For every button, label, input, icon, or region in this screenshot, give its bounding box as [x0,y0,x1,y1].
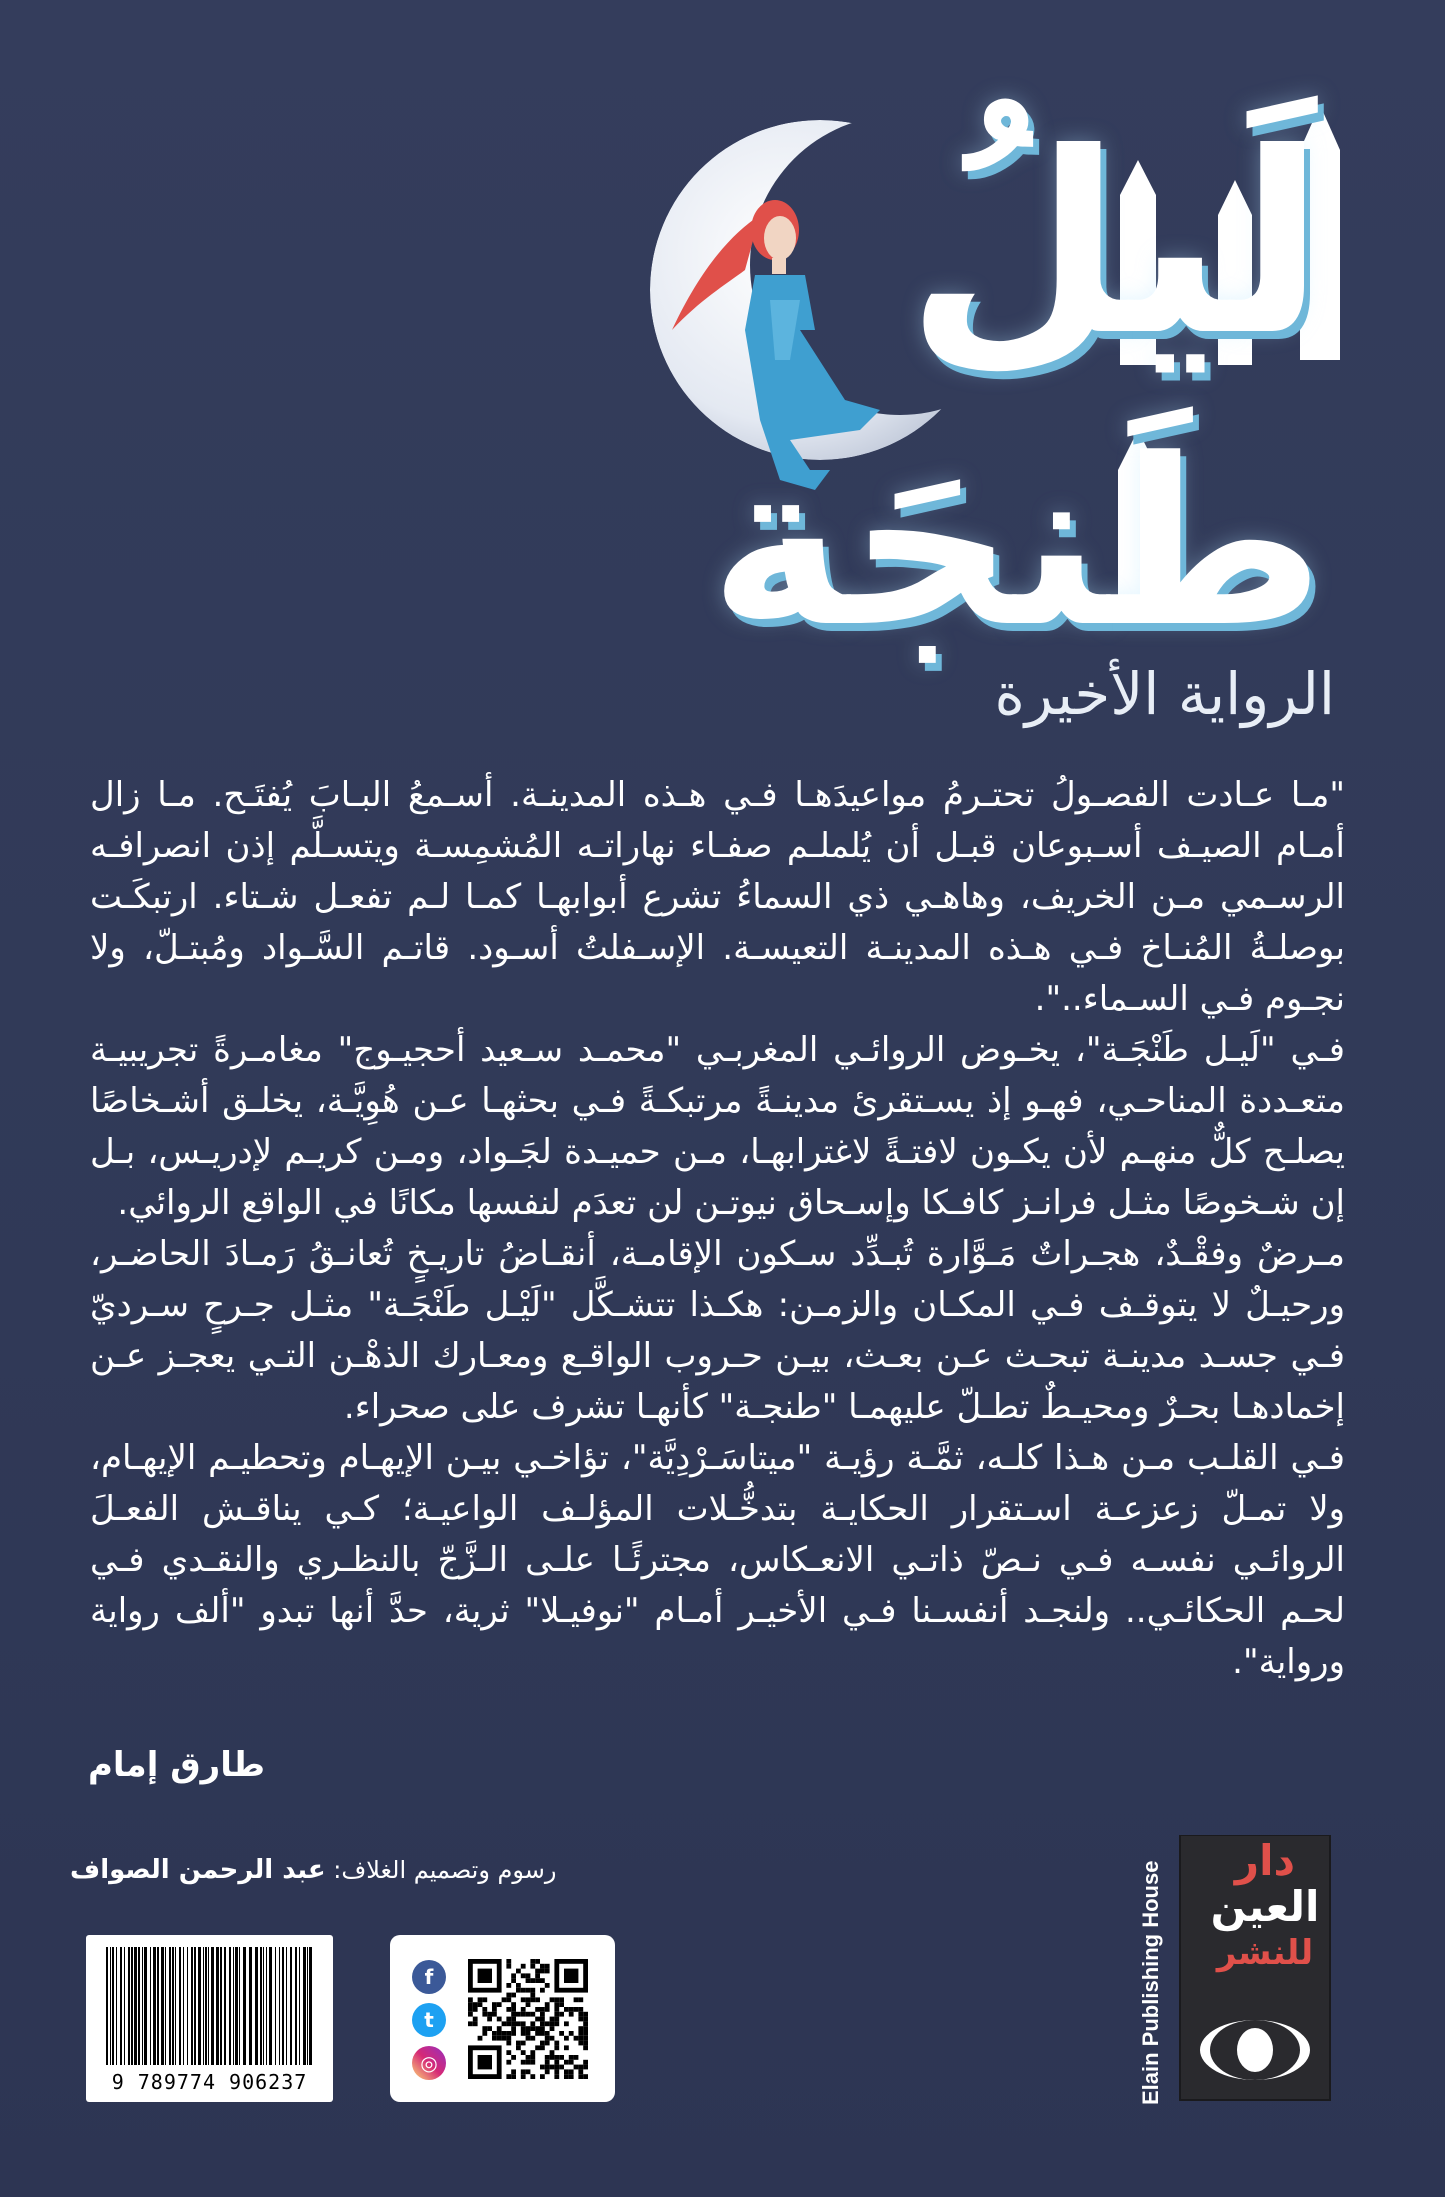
qr-module [530,2055,535,2060]
qr-module [487,2017,492,2022]
qr-module [482,2026,487,2031]
qr-module [511,2074,516,2079]
qr-module [526,2069,531,2074]
qr-module [540,2026,545,2031]
barcode-bar [194,1947,196,2065]
qr-module [583,2021,588,2026]
qr-module [578,2069,583,2074]
qr-module [521,2012,526,2017]
qr-module [574,2055,579,2060]
qr-module [578,2007,583,2012]
qr-module [583,2026,588,2031]
qr-module [530,2026,535,2031]
qr-module [569,2074,574,2079]
qr-module [564,2074,569,2079]
qr-module [521,1997,526,2002]
qr-module [511,2026,516,2031]
qr-module [502,1997,507,2002]
qr-module [535,2007,540,2012]
qr-social-box [390,1935,615,2102]
qr-module [497,2017,502,2022]
qr-module [540,2074,545,2079]
qr-module [521,1964,526,1969]
barcode-bar [106,1947,108,2065]
qr-module [521,2069,526,2074]
qr-module [511,2055,516,2060]
qr-module [521,2007,526,2012]
barcode-bar [275,1947,276,2065]
barcode-bar [309,1947,312,2065]
barcode-bar [110,1947,111,2065]
qr-module [468,2012,473,2017]
qr-module [545,1983,550,1988]
publisher-ar-line-2: العين [1210,1882,1320,1931]
qr-module [540,2007,545,2012]
qr-module [478,1997,483,2002]
qr-module [482,2007,487,2012]
twitter-icon[interactable]: t [412,2003,446,2037]
cover-design-credit [70,1855,630,1885]
qr-module [574,2036,579,2041]
qr-module [521,2050,526,2055]
qr-module [526,2031,531,2036]
barcode-bar [116,1947,117,2065]
barcode-bar [157,1947,159,2065]
barcode-bar [263,1947,264,2065]
qr-module [506,2041,511,2046]
qr-module [506,1964,511,1969]
qr-module [569,2007,574,2012]
qr-module [511,2021,516,2026]
qr-module [540,1969,545,1974]
qr-module [569,2055,574,2060]
qr-module [578,1997,583,2002]
qr-module [554,2069,559,2074]
qr-module [578,2041,583,2046]
qr-module [521,2026,526,2031]
qr-module [578,2026,583,2031]
qr-module [583,2045,588,2050]
qr-module [550,2065,555,2070]
qr-module [540,2031,545,2036]
qr-module [511,2069,516,2074]
barcode-bar [198,1947,201,2065]
qr-module [506,2036,511,2041]
qr-module [497,2026,502,2031]
qr-module [492,2031,497,2036]
qr-module [559,2031,564,2036]
qr-module [506,1993,511,1998]
qr-module [554,2045,559,2050]
qr-module [583,2060,588,2065]
qr-module [530,1978,535,1983]
barcode-bar [165,1947,166,2065]
qr-module [540,2065,545,2070]
qr-module [521,2021,526,2026]
qr-module [521,1973,526,1978]
qr-module [526,2012,531,2017]
qr-module [497,2031,502,2036]
qr-module [554,2002,559,2007]
qr-module [554,2041,559,2046]
qr-module [521,2041,526,2046]
barcode-bar [175,1947,176,2065]
barcode-bar [138,1947,140,2065]
qr-module [506,2031,511,2036]
barcode-bar [208,1947,209,2065]
qr-module [545,1969,550,1974]
barcode-bar [112,1947,114,2065]
qr-module [530,2021,535,2026]
qr-module [550,2026,555,2031]
qr-module [535,1959,540,1964]
barcode-bar [235,1947,238,2065]
publisher-ar-line-1: دار [1234,1836,1296,1885]
barcode-bar [286,1947,287,2065]
qr-module [516,2021,521,2026]
qr-module [516,2045,521,2050]
qr-module [526,2055,531,2060]
title-line-2: طَنجَة [709,411,1325,678]
qr-module [535,2017,540,2022]
barcode [86,1935,333,2102]
qr-module [583,2031,588,2036]
barcode-bar [179,1947,181,2065]
barcode-bar [233,1947,234,2065]
qr-module [492,2036,497,2041]
qr-module [550,2017,555,2022]
facebook-icon[interactable]: f [412,1960,446,1994]
qr-module [526,2026,531,2031]
qr-module [535,2045,540,2050]
qr-module [545,2021,550,2026]
qr-finder [564,1969,578,1983]
qr-module [506,1997,511,2002]
qr-module [583,2012,588,2017]
qr-module [530,2012,535,2017]
barcode-bar [150,1947,151,2065]
qr-module [578,2036,583,2041]
qr-module [535,2031,540,2036]
qr-module [530,1988,535,1993]
barcode-bar [203,1947,204,2065]
qr-module [473,2002,478,2007]
qr-module [526,1997,531,2002]
qr-module [574,2065,579,2070]
qr-module [578,2031,583,2036]
barcode-bar [211,1947,214,2065]
blurb-paragraph-1: "مـا عـادت الفصـولُ تحتـرمُ مواعيدَهـا فـي هـذه المدينـة. أسـمعُ البـابَ يُفتَـح. مـا زال أمـام الصيـف أسـبوعان قبـل أن يُلملـم صفـاء نهاراتـه المُشمِسـة ويتسـلَّم إذن انصرافـه الرسـمي مـن الخريف، وهاهـي ذي السماءُ تشرع أبوابهـا كمـا لـم تفعـل شـتاء. ارتبكَـت بوصلـةُ المُنـاخ فـي هـذه المدينـة التعيسـة. الإسـفلتُ أسـود. قاتـم السَّـواد ومُبتـلّ، ولا نجـوم فـي السـماء..". [90,775,1345,1019]
blurb-paragraph-2: فـي "لَيـل طَنْجَـة"، يخـوض الروائـي المغربـي "محمـد سـعيد أحجيـوج" مغامـرةً تجريبيـة متعـددة المناحـي، فهـو إذ يسـتقرئ مدينـةً مرتبكـةً فـي بحثهـا عـن هُوِيَّـة، يخلـق أشـخاصًا يصلـح كلٌّ منهـم لأن يكـون لافتـةً لاغترابهـا، مـن حميـدة لجَـواد، ومـن كريـم لإدريـس، بـل إن شـخوصًا مثـل فرانـز كافـكا وإسـحاق نيوتـن لن تعدَم لنفسها مكانًا في الواقع الروائي. [90,1030,1345,1223]
qr-module [511,1993,516,1998]
qr-module [554,2065,559,2070]
qr-module [569,2060,574,2065]
barcode-bar [269,1947,272,2065]
barcode-bar [169,1947,171,2065]
qr-module [526,1973,531,1978]
qr-module [478,2002,483,2007]
qr-module [545,2041,550,2046]
qr-module [578,2017,583,2022]
qr-module [540,2012,545,2017]
publisher-ar-line-3: للنشر [1216,1933,1314,1973]
qr-module [540,2017,545,2022]
qr-module [545,2031,550,2036]
qr-module [516,1969,521,1974]
qr-module [545,2036,550,2041]
barcode-bar [266,1947,267,2065]
qr-module [482,2031,487,2036]
qr-module [511,2031,516,2036]
qr-module [482,2012,487,2017]
qr-module [550,1997,555,2002]
qr-module [526,1978,531,1983]
qr-module [578,2074,583,2079]
qr-module [545,2069,550,2074]
qr-module [511,2017,516,2022]
barcode-bar [161,1947,164,2065]
qr-module [468,1997,473,2002]
qr-module [473,2021,478,2026]
qr-module [559,1997,564,2002]
barcode-bar [153,1947,156,2065]
credit-label: رسوم وتصميم الغلاف: [333,1856,557,1884]
qr-module [559,2055,564,2060]
qr-module [574,2007,579,2012]
qr-module [550,2050,555,2055]
qr-module [583,2017,588,2022]
qr-module [540,1988,545,1993]
barcode-bar [220,1947,222,2065]
barcode-bar [183,1947,184,2065]
barcode-bar [172,1947,174,2065]
qr-module [497,2036,502,2041]
qr-module [511,2007,516,2012]
barcode-bar [282,1947,284,2065]
qr-module [502,2036,507,2041]
qr-module [526,2002,531,2007]
qr-module [526,2060,531,2065]
qr-module [545,1964,550,1969]
qr-module [506,1983,511,1988]
qr-module [540,1964,545,1969]
qr-module [554,2007,559,2012]
barcode-bar [187,1947,188,2065]
publisher-name-ar [1190,1838,1340,1976]
qr-module [530,1959,535,1964]
qr-finder [478,2055,492,2069]
barcode-bar [260,1947,262,2065]
qr-module [535,1978,540,1983]
qr-module [506,2017,511,2022]
qr-module [530,2060,535,2065]
barcode-bar [205,1947,207,2065]
barcode-bar [255,1947,258,2065]
qr-module [511,1973,516,1978]
qr-module [473,2017,478,2022]
barcode-bar [243,1947,246,2065]
barcode-bar [295,1947,297,2065]
qr-module [535,2026,540,2031]
qr-module [511,2012,516,2017]
title-line-1: لَيلُ [905,99,1325,390]
barcode-bar [128,1947,130,2065]
publisher-name-en: Elain Publishing House [1138,1860,1163,2105]
qr-module [559,2002,564,2007]
qr-module [578,2065,583,2070]
qr-module [492,2002,497,2007]
barcode-bar [307,1947,308,2065]
qr-module [487,2026,492,2031]
qr-module [550,2021,555,2026]
qr-module [473,2007,478,2012]
qr-module [545,2007,550,2012]
barcode-bar [144,1947,147,2065]
qr-module [521,2031,526,2036]
isbn-number: 9 789774 906237 [111,2070,308,2094]
barcode-bar [303,1947,306,2065]
qr-module [569,2069,574,2074]
qr-module [550,2055,555,2060]
blurb-text [90,770,1345,1688]
qr-module [502,2021,507,2026]
qr-module [526,1988,531,1993]
qr-module [583,2074,588,2079]
qr-module [506,2050,511,2055]
qr-module [530,2036,535,2041]
barcode-bar [120,1947,122,2065]
qr-module [530,1964,535,1969]
qr-module [530,1997,535,2002]
qr-module [492,2012,497,2017]
blurb-paragraph-4: فـي القلـب مـن هـذا كلـه، ثمَّـة رؤيـة "ميتاسَـرْدِيَّة"، تؤاخـي بيـن الإيهـام وتحطيـم الإيهـام، ولا تمـلّ زعزعـة اسـتقرار الحكايـة بتدخُّـلات المؤلـف الواعيـة؛ كـي يناقـش الفعـلَ الروائـي نفسـه فـي نـصّ ذاتـي الانعـكاس، مجترئًـا علـى الـزَّجّ بالنظـري والنقـدي فـي لحـم الحكائـي.. ولنجـد أنفسـنا فـي الأخيـر أمـام "نوفيـلا" ثرية، حدَّ أنها تبدو "ألف رواية ورواية". [90,1438,1345,1682]
qr-module [526,2036,531,2041]
instagram-icon[interactable]: ◎ [412,2046,446,2080]
barcode-bar [279,1947,280,2065]
qr-module [482,1997,487,2002]
qr-module [554,2012,559,2017]
qr-module [478,2036,483,2041]
qr-module [506,1959,511,1964]
qr-module [564,2045,569,2050]
qr-module [550,2036,555,2041]
qr-module [530,2074,535,2079]
qr-code[interactable] [468,1959,588,2079]
qr-module [574,1997,579,2002]
qr-module [569,2012,574,2017]
qr-module [468,2002,473,2007]
qr-module [559,2012,564,2017]
barcode-bar [299,1947,300,2065]
barcode-bar [131,1947,133,2065]
barcode-bar [191,1947,193,2065]
qr-module [554,1997,559,2002]
qr-module [540,1978,545,1983]
barcode-bar [216,1947,219,2065]
qr-module [506,2060,511,2065]
qr-module [554,2074,559,2079]
barcode-bar [134,1947,137,2065]
qr-module [521,2074,526,2079]
barcode-bar [239,1947,240,2065]
qr-module [492,2007,497,2012]
qr-module [564,2036,569,2041]
barcode-bar [229,1947,231,2065]
qr-module [554,2017,559,2022]
qr-module [540,2021,545,2026]
qr-module [521,1988,526,1993]
qr-module [540,2041,545,2046]
qr-module [511,1978,516,1983]
qr-module [506,2074,511,2079]
subtitle: الرواية الأخيرة [994,660,1335,728]
qr-module [545,2002,550,2007]
qr-module [468,2021,473,2026]
qr-module [521,2060,526,2065]
qr-module [583,2065,588,2070]
barcode-bar [249,1947,252,2065]
qr-module [497,2002,502,2007]
qr-module [506,2021,511,2026]
qr-module [564,2060,569,2065]
qr-module [583,2036,588,2041]
qr-module [516,1983,521,1988]
qr-module [468,2007,473,2012]
blurb-author: طارق إمام [88,1745,265,1785]
qr-module [554,2060,559,2065]
qr-module [564,2069,569,2074]
qr-module [487,2012,492,2017]
qr-module [559,2065,564,2070]
qr-module [535,1973,540,1978]
barcode-bar [290,1947,292,2065]
qr-module [530,1993,535,1998]
qr-module [578,2012,583,2017]
qr-module [545,2055,550,2060]
qr-module [540,2045,545,2050]
credit-name: عبد الرحمن الصواف [70,1855,326,1885]
qr-module [554,2055,559,2060]
qr-module [516,2041,521,2046]
qr-module [545,2060,550,2065]
qr-module [545,2065,550,2070]
qr-module [535,1997,540,2002]
qr-module [506,2007,511,2012]
qr-module [530,2050,535,2055]
qr-module [535,1969,540,1974]
qr-module [516,2012,521,2017]
qr-module [516,1988,521,1993]
qr-module [564,2021,569,2026]
qr-module [583,2041,588,2046]
qr-module [569,2031,574,2036]
qr-module [511,2002,516,2007]
qr-module [502,2031,507,2036]
barcode-bar [142,1947,143,2065]
barcode-bar [124,1947,125,2065]
qr-finder [478,1969,492,1983]
qr-module [554,2021,559,2026]
barcode-bar [224,1947,226,2065]
blurb-paragraph-3: مـرضٌ وفقْـدٌ، هجـراتٌ مَـوَّارة تُبـدِّد سـكون الإقامـة، أنقـاضُ تاريـخٍ تُعانـقُ رَمـادَ الحاضـر، ورحيـلٌ لا يتوقـف فـي المكـان والزمـن: هكـذا تتشـكَّل "لَيْـل طَنْجَـة" مثـل جـرحٍ سـرديّ فـي جسـد مدينـة تبحـث عـن بعـث، بيـن حـروب الواقـع ومعـارك الذهْـن التـي يعجـز عـن إخمادهـا بحـرٌ ومحيـطٌ تطـلّ عليهمـا "طنجـة" كأنهـا تشرف على صحراء. [90,1234,1345,1427]
qr-module [564,2007,569,2012]
